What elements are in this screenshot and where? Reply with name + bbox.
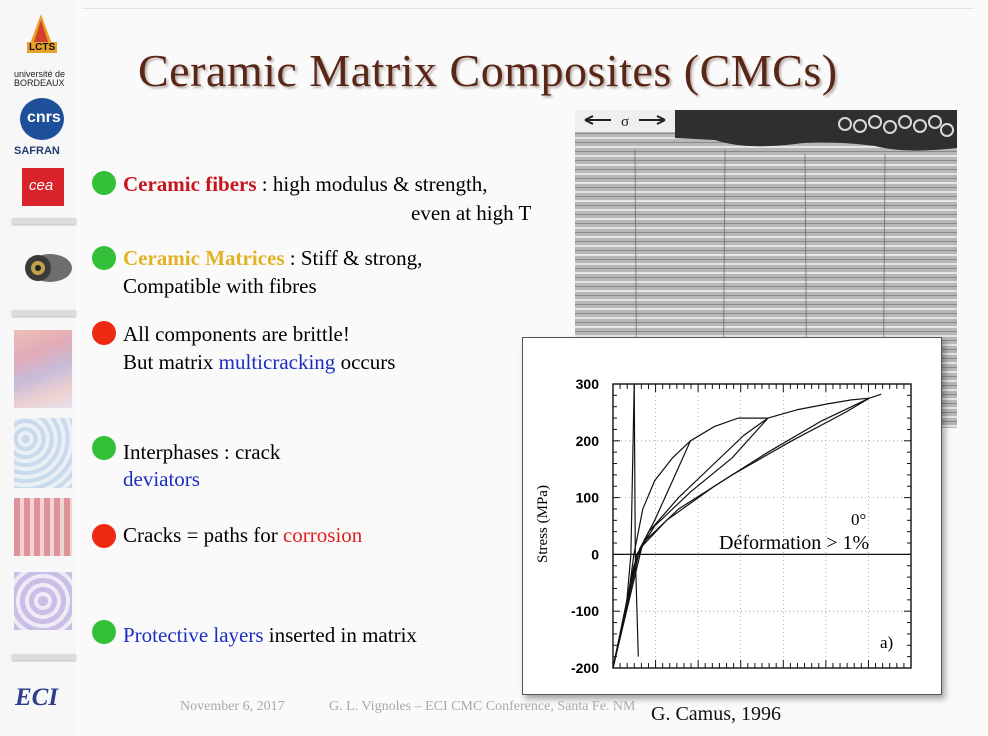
bullet-interphases-line2: deviators — [123, 467, 200, 491]
sidebar — [0, 0, 76, 736]
bullet-brittle-line2: But matrix multicracking occurs — [123, 350, 396, 374]
y-tick-label: 200 — [575, 432, 599, 449]
sigma-label: σ — [620, 114, 630, 130]
cracked-matrix-image — [14, 498, 72, 556]
y-axis-label: Stress (MPa) — [535, 485, 551, 563]
green-bullet-dot — [92, 620, 116, 644]
sidebar-divider — [12, 310, 76, 316]
figure-credit: G. Camus, 1996 — [651, 703, 781, 725]
stress-strain-curve — [691, 418, 769, 441]
bullet-interphases: Interphases : crack — [123, 440, 281, 464]
engine-image — [20, 246, 74, 290]
composite-layers-image — [14, 330, 72, 408]
eci-logo: ECI — [15, 684, 59, 711]
fiber-section-image — [14, 418, 72, 488]
red-bullet-dot — [92, 524, 116, 548]
cea-logo: cea — [22, 168, 64, 206]
deformation-annotation: Déformation > 1% — [719, 532, 870, 554]
stress-strain-chart — [522, 337, 942, 695]
stress-strain-curve — [634, 384, 638, 657]
bordeaux-logo: université de BORDEAUX — [14, 69, 66, 88]
sidebar-divider — [12, 218, 76, 224]
bullet-ceramic-matrices-line2: Compatible with fibres — [123, 274, 317, 298]
green-bullet-dot — [92, 246, 116, 270]
top-rule — [82, 8, 974, 9]
bullet-protective-layers: Protective layers inserted in matrix — [123, 623, 417, 647]
chart-svg — [523, 338, 941, 694]
footer-date: November 6, 2017 — [180, 699, 285, 714]
red-bullet-dot — [92, 321, 116, 345]
y-tick-label: 0 — [591, 546, 599, 563]
stress-strain-curve — [869, 394, 881, 398]
y-tick-label: -100 — [570, 603, 599, 620]
sidebar-divider — [12, 654, 76, 660]
safran-logo: SAFRAN — [14, 145, 60, 157]
slide-title: Ceramic Matrix Composites (CMCs) — [138, 45, 838, 96]
cnrs-logo: cnrs — [20, 98, 64, 140]
y-tick-label: -200 — [570, 660, 599, 676]
bullet-ceramic-matrices: Ceramic Matrices : Stiff & strong, — [123, 246, 423, 270]
panel-label: a) — [880, 633, 894, 652]
porous-matrix-image — [14, 572, 72, 630]
bullet-cracks: Cracks = paths for corrosion — [123, 523, 363, 547]
bullet-ceramic-fibers-line2: even at high T — [411, 201, 532, 225]
y-tick-label: 300 — [575, 376, 599, 392]
bullet-ceramic-fibers: Ceramic fibers : high modulus & strength, — [123, 172, 488, 196]
lcts-logo: LCTS — [24, 12, 58, 58]
angle-annotation: 0° — [851, 510, 867, 529]
bullet-brittle: All components are brittle! — [123, 322, 350, 346]
green-bullet-dot — [92, 436, 116, 460]
footer-conference: G. L. Vignoles – ECI CMC Conference, Santa Fe. NM — [329, 699, 636, 714]
green-bullet-dot — [92, 171, 116, 195]
y-tick-label: 100 — [575, 489, 599, 506]
